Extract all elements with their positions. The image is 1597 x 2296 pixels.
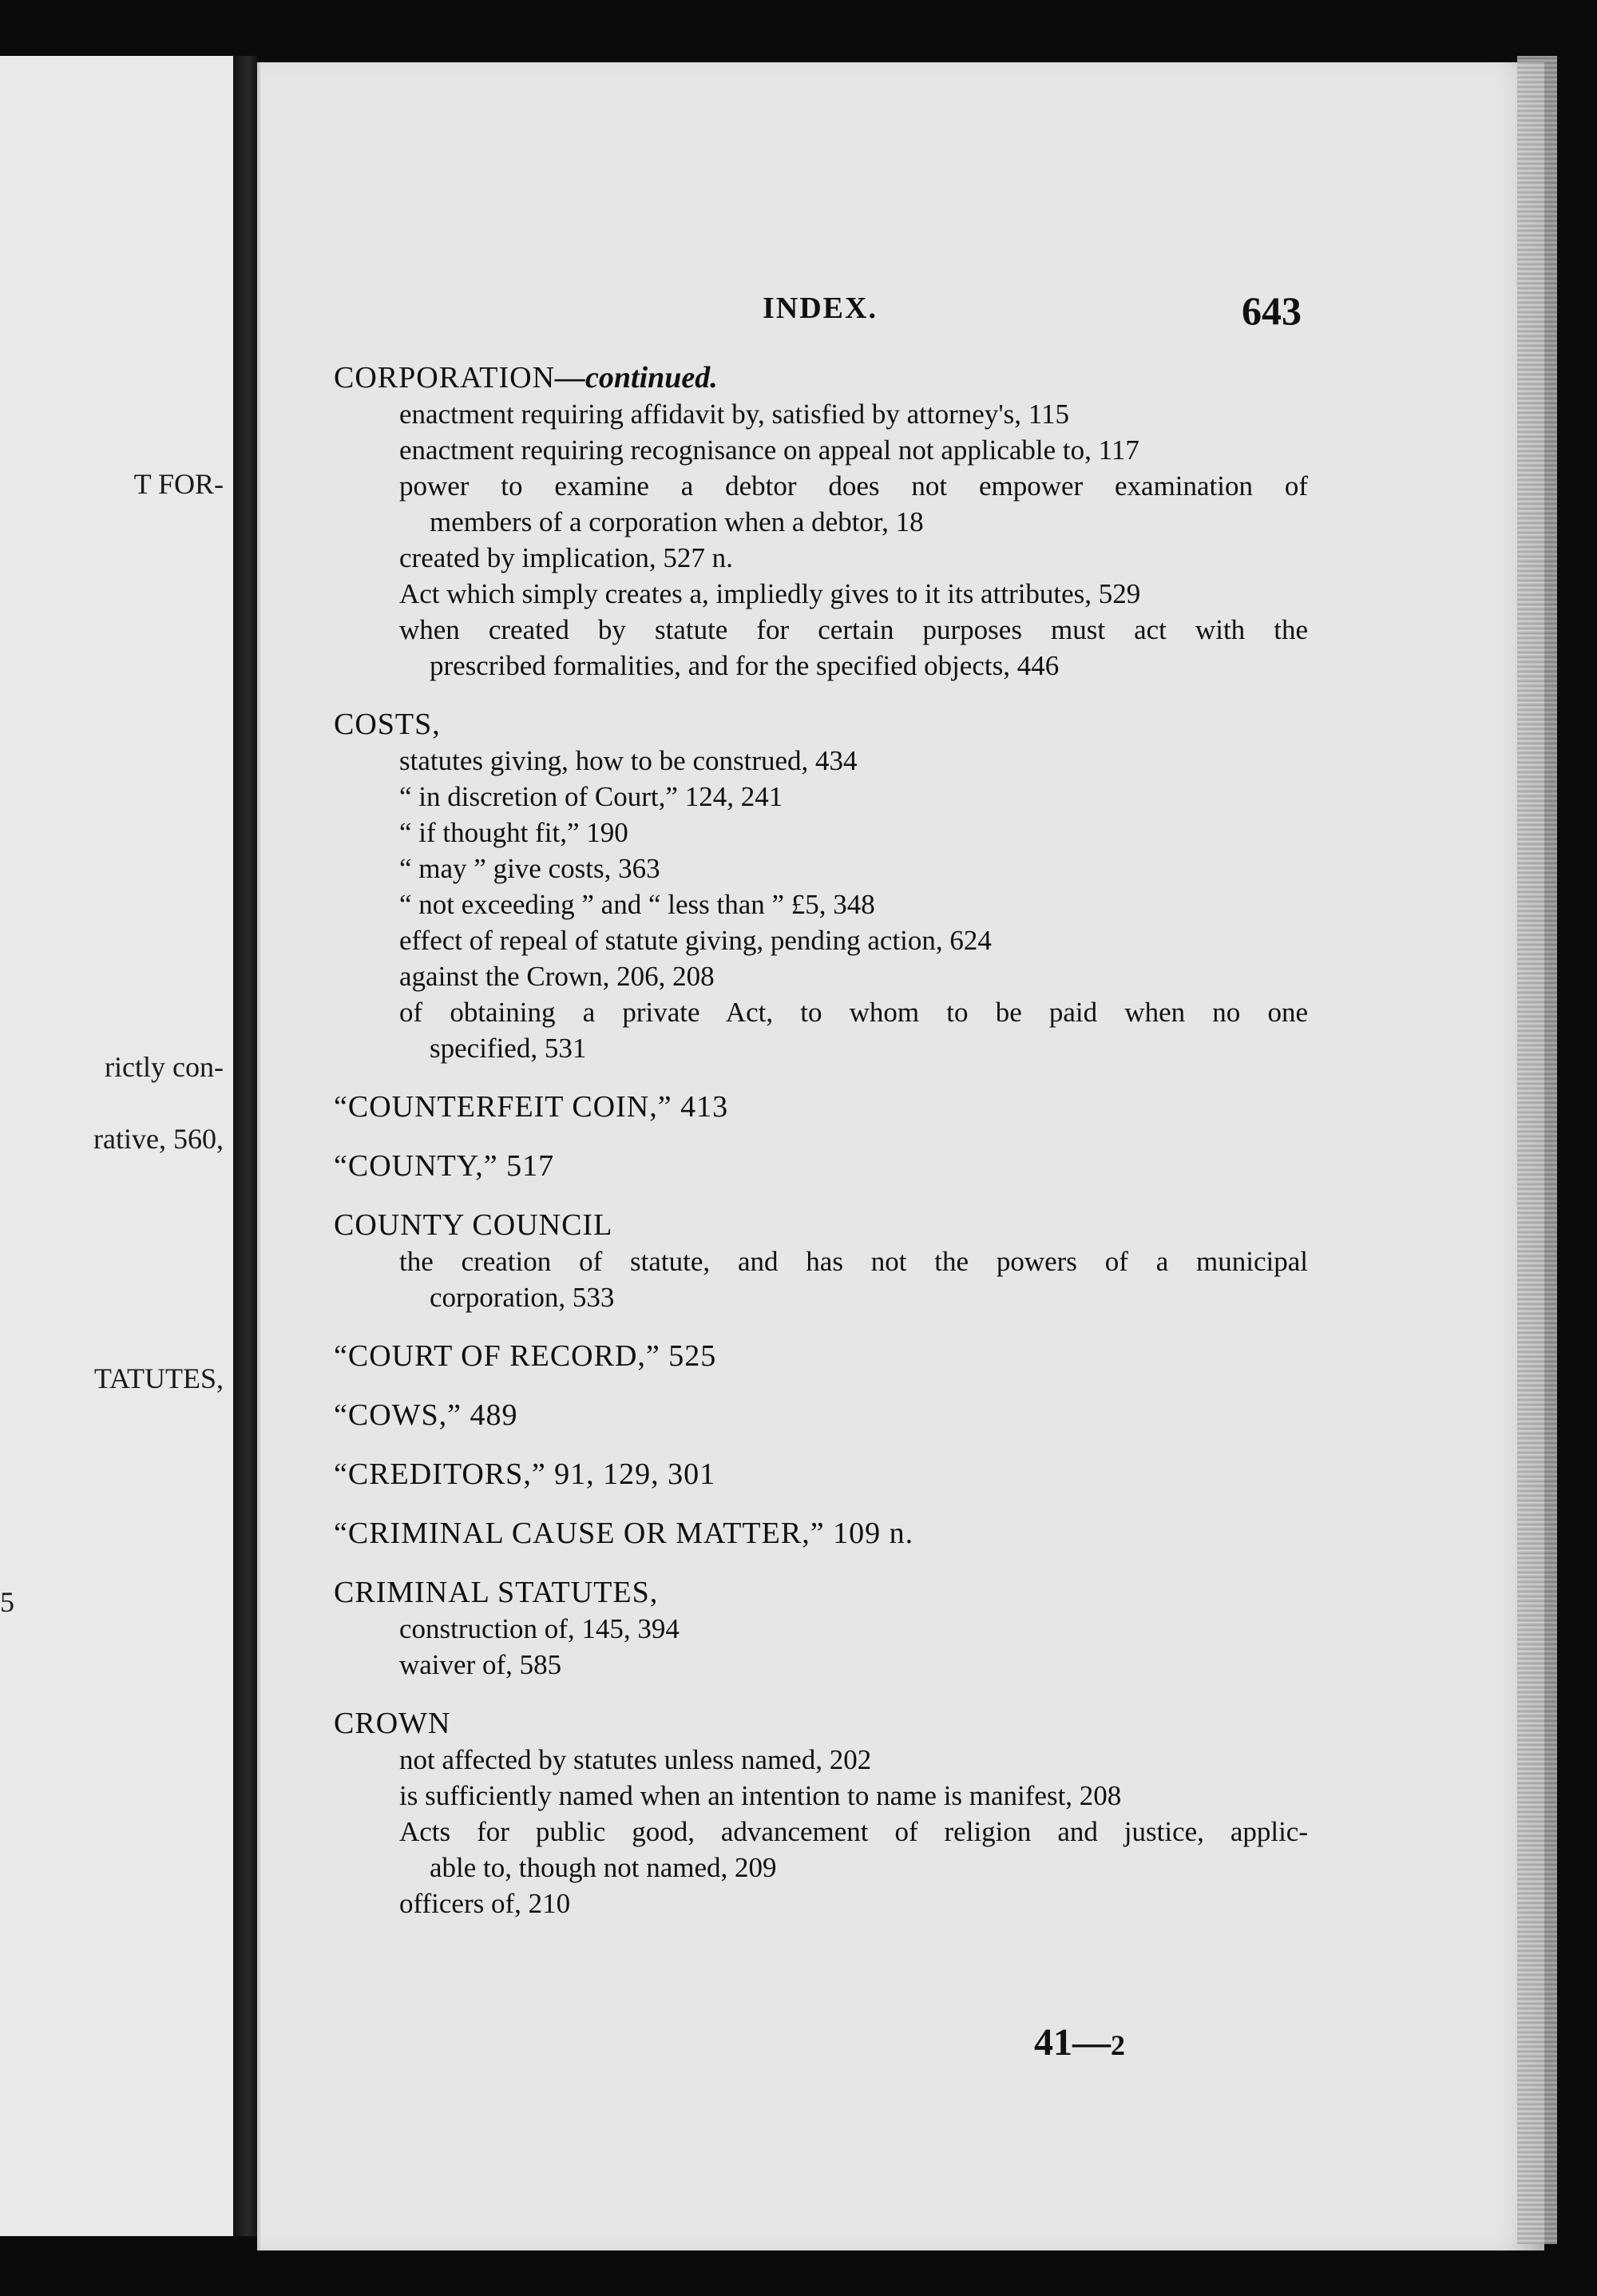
entry-heading [334,1397,1308,1434]
entry-heading [334,1338,1308,1374]
left-page-fragment: T FOR- [133,468,224,500]
entry-heading-continued: —continued. [555,361,718,395]
entry-subline: Act which simply creates a, impliedly gives to it its attributes, 529 [399,578,1141,609]
entry-heading-text: COUNTY COUNCIL [334,1208,613,1242]
page-edge [1517,56,1557,2244]
left-page-fragment: rictly con- [105,1051,224,1083]
entry-heading [334,1705,1308,1742]
entry-heading-text: “CRIMINAL CAUSE OR MATTER,” 109 n. [334,1517,914,1550]
entry-heading-text: CORPORATION [334,361,556,395]
entry-heading-text: “CREDITORS,” 91, 129, 301 [334,1457,716,1491]
entry-subline: officers of, 210 [399,1888,571,1919]
entry-heading [334,706,1308,743]
entry-subline: statutes giving, how to be construed, 434 [399,745,858,776]
entry-subline: specified, 531 [430,1033,587,1064]
index-entry [334,706,1308,1066]
index-entry [334,1338,1308,1374]
entry-subline: power to examine a debtor does not empower examination of [399,470,1308,502]
entry-heading [334,1148,1308,1184]
index-entry [334,1456,1308,1493]
entry-subline: “ in discretion of Court,” 124, 241 [399,781,783,812]
signature-mark [1034,2020,1125,2064]
entry-heading-text: “COUNTY,” 517 [334,1149,555,1183]
page-number: 643 [1242,288,1302,333]
entry-subline: “ not exceeding ” and “ less than ” £5, 348 [399,889,875,920]
left-page-fragment: 5 [0,1586,14,1618]
left-page-fragment: rative, 560, [93,1123,224,1155]
signature-sub: 2 [1111,2029,1125,2061]
entry-subline: able to, though not named, 209 [430,1852,777,1883]
index-entry [334,359,1308,684]
entry-subline: against the Crown, 206, 208 [399,961,715,992]
index-entry [334,1515,1308,1552]
entry-subline: prescribed formalities, and for the specified objects, 446 [430,650,1060,681]
index-entry [334,1207,1308,1315]
entry-subline: “ may ” give costs, 363 [399,853,660,884]
entry-heading-text: “COURT OF RECORD,” 525 [334,1339,717,1373]
entry-heading-text: “COUNTERFEIT COIN,” 413 [334,1090,729,1124]
entry-subline: of obtaining a private Act, to whom to be paid when no one [399,997,1308,1028]
entry-subline: created by implication, 527 n. [399,542,733,573]
entry-subline: Acts for public good, advancement of religion and justice, applic- [399,1816,1308,1847]
index-entry [334,1574,1308,1683]
entry-heading [334,1456,1308,1493]
entry-subline: enactment requiring recognisance on appeal not applicable to, 117 [399,434,1139,466]
index-body [334,359,1308,1944]
entry-subline: construction of, 145, 394 [399,1613,680,1644]
entry-subline: “ if thought fit,” 190 [399,817,628,848]
entry-subline: enactment requiring affidavit by, satisfied by attorney's, 115 [399,399,1069,430]
entry-subline: the creation of statute, and has not the powers of a municipal [399,1246,1308,1277]
entry-heading [334,1207,1308,1243]
entry-heading [334,359,1308,396]
entry-subline: not affected by statutes unless named, 202 [399,1744,872,1775]
entry-subline: effect of repeal of statute giving, pending action, 624 [399,925,992,956]
entry-subline: members of a corporation when a debtor, 18 [430,506,924,537]
signature-main: 41— [1034,2021,1111,2064]
entry-heading [334,1574,1308,1611]
running-title: INDEX. [763,291,878,325]
entry-subline: corporation, 533 [430,1282,615,1313]
entry-heading-text: “COWS,” 489 [334,1398,518,1432]
book-gutter [233,56,257,2236]
entry-subline: when created by statute for certain purposes must act with the [399,614,1308,645]
entry-heading-text: COSTS, [334,708,441,741]
index-entry [334,1397,1308,1434]
entry-subline: is sufficiently named when an intention to name is manifest, 208 [399,1780,1122,1811]
left-page-fragment: TATUTES, [93,1362,224,1394]
index-entry [334,1089,1308,1125]
index-entry [334,1705,1308,1921]
left-facing-page [0,56,233,2236]
running-head [511,287,1302,335]
entry-heading [334,1089,1308,1125]
index-entry [334,1148,1308,1184]
entry-heading-text: CRIMINAL STATUTES, [334,1576,659,1609]
entry-subline: waiver of, 585 [399,1649,562,1680]
entry-heading-text: CROWN [334,1707,451,1740]
entry-heading [334,1515,1308,1552]
